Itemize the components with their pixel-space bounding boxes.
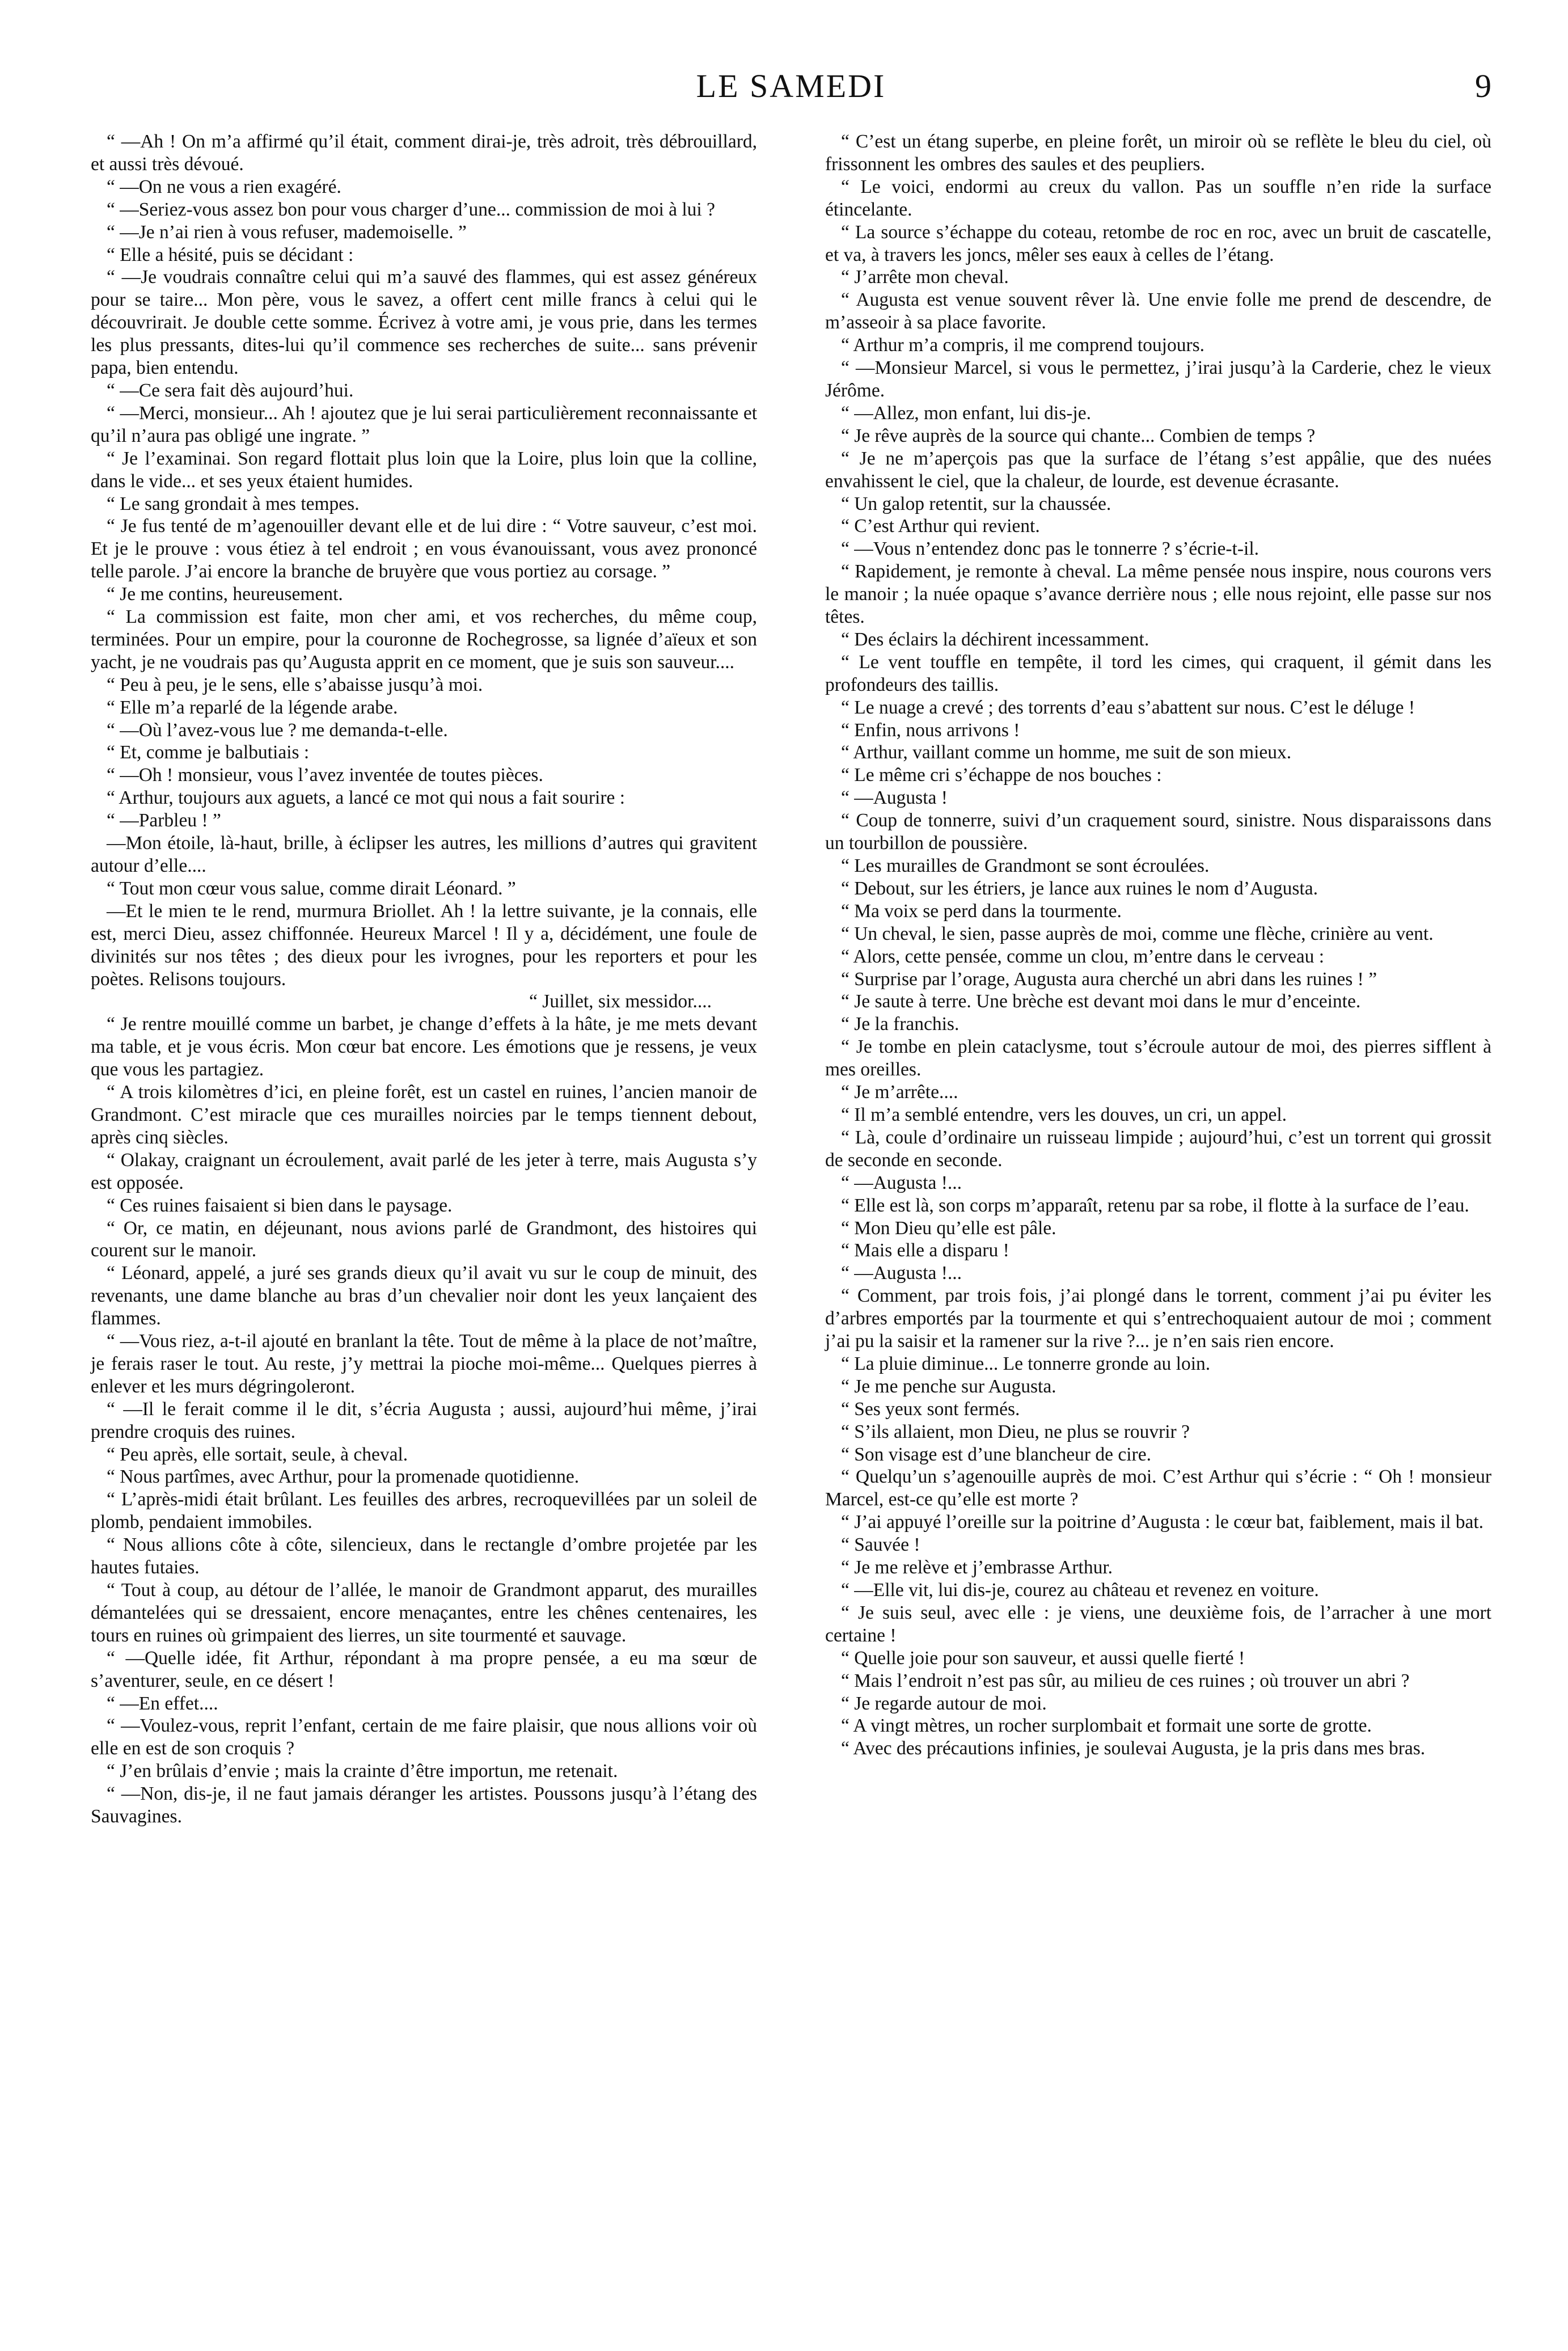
paragraph: “ Un cheval, le sien, passe auprès de moi, comme une flèche, crinière au vent. [841,923,1434,944]
paragraph: “ J’ai appuyé l’oreille sur la poitrine d’Augusta : le cœur bat, faiblement, mais il bat. [841,1512,1484,1533]
paragraph: “ Enfin, nous arrivons ! [841,719,1020,741]
paragraph: “ Debout, sur les étriers, je lance aux ruines le nom d’Augusta. [841,877,1318,899]
paragraph: “ —Elle vit, lui dis-je, courez au château et revenez en voiture. [841,1580,1319,1601]
paragraph: “ Je la franchis. [841,1014,960,1035]
paragraph: “ Des éclairs la déchirent incessamment. [841,628,1149,650]
paragraph: “ —Monsieur Marcel, si vous le permettez, j’irai jusqu’à la Carderie, chez le vieux Jérôme. [825,357,1491,401]
paragraph: “ Quelqu’un s’agenouille auprès de moi. C’est Arthur qui s’écrie : “ Oh ! monsieur Marcel, est-ce qu’elle est morte ? [825,1466,1491,1510]
paragraph: “ Arthur, toujours aux aguets, a lancé ce mot qui nous a fait sourire : [107,787,625,809]
paragraph: “ —Augusta !... [841,1172,962,1193]
paragraph: “ Olakay, craignant un écroulement, avait parlé de les jeter à terre, mais Augusta s’y est opposée. [91,1149,757,1193]
paragraph: “ Il m’a semblé entendre, vers les douves, un cri, un appel. [841,1104,1287,1125]
page-header [91,67,1491,118]
paragraph: “ —Où l’avez-vous lue ? me demanda-t-elle. [107,719,448,741]
paragraph: “ A vingt mètres, un rocher surplombait et formait une sorte de grotte. [841,1715,1372,1737]
paragraph: “ Mon Dieu qu’elle est pâle. [841,1217,1056,1239]
paragraph: “ Le sang grondait à mes tempes. [107,493,360,514]
paragraph: “ Coup de tonnerre, suivi d’un craquement sourd, sinistre. Nous disparaissons dans un tourbillon de poussière. [825,810,1491,854]
paragraph: “ J’arrête mon cheval. [841,267,1009,288]
paragraph: “ —En effet.... [107,1692,218,1714]
paragraph: “ —Ah ! On m’a affirmé qu’il était, comment dirai-je, très adroit, très débrouillard, et aussi très dévoué. [91,131,757,175]
paragraph: “ Les murailles de Grandmont se sont écroulées. [841,855,1210,876]
paragraph: “ Et, comme je balbutiais : [107,742,310,763]
paragraph: “ Elle m’a reparlé de la légende arabe. [107,697,398,718]
paragraph: “ Peu à peu, je le sens, elle s’abaisse jusqu’à moi. [107,674,483,695]
paragraph: “ Tout mon cœur vous salue, comme dirait Léonard. ” [107,877,516,899]
paragraph: “ Quelle joie pour son sauveur, et aussi quelle fierté ! [841,1647,1245,1669]
paragraph: “ Je tombe en plein cataclysme, tout s’écroule autour de moi, des pierres sifflent à mes oreilles. [825,1036,1491,1080]
paragraph: “ Nous allions côte à côte, silencieux, dans le rectangle d’ombre projetée par les hautes futaies. [91,1534,757,1578]
paragraph: “ L’après-midi était brûlant. Les feuilles des arbres, recroquevillées par un soleil de plomb, pendaient immobiles. [91,1489,757,1533]
paragraph: “ Elle a hésité, puis se décidant : [107,244,354,265]
paragraph: “ Sauvée ! [841,1534,920,1556]
paragraph: “ Je saute à terre. Une brèche est devant moi dans le mur d’enceinte. [841,991,1361,1012]
paragraph: “ Ma voix se perd dans la tourmente. [841,900,1122,922]
paragraph: “ —Vous n’entendez donc pas le tonnerre ? s’écrie-t-il. [841,538,1260,560]
paragraph: “ Tout à coup, au détour de l’allée, le manoir de Grandmont apparut, des murailles démantelées qui se dressaient, encore menaçantes, entre les chênes centenaires, les tours en ruines où grimpaient des lierres, un site tourmenté et sauvage. [91,1580,757,1646]
paragraph: “ A trois kilomètres d’ici, en pleine forêt, est un castel en ruines, l’ancien manoir de Grandmont. C’est miracle que ces murailles noircies par le temps tiennent debout, après cinq siècles. [91,1082,757,1148]
left-column [91,130,757,1828]
paragraph: “ Le voici, endormi au creux du vallon. Pas un souffle n’en ride la surface étincelante. [825,176,1491,220]
paragraph: “ Surprise par l’orage, Augusta aura cherché un abri dans les ruines ! ” [841,968,1377,990]
paragraph: “ Je me relève et j’embrasse Arthur. [841,1557,1113,1578]
paragraph: “ J’en brûlais d’envie ; mais la crainte d’être importun, me retenait. [107,1761,618,1782]
paragraph: “ Alors, cette pensée, comme un clou, m’entre dans le cerveau : [841,946,1325,967]
paragraph: “ La pluie diminue... Le tonnerre gronde au loin. [841,1353,1211,1374]
paragraph: “ Peu après, elle sortait, seule, à cheval. [107,1443,408,1465]
paragraph: “ S’ils allaient, mon Dieu, ne plus se rouvrir ? [841,1421,1190,1442]
paragraph: “ Le nuage a crevé ; des torrents d’eau s’abattent sur nous. C’est le déluge ! [841,697,1415,718]
paragraph: “ Juillet, six messidor.... [529,991,712,1012]
paragraph: “ Nous partîmes, avec Arthur, pour la promenade quotidienne. [107,1466,580,1488]
paragraph: —Mon étoile, là-haut, brille, à éclipser les autres, les millions d’autres qui gravitent autour d’elle.... [91,833,757,876]
paragraph: “ Ces ruines faisaient si bien dans le paysage. [107,1195,453,1216]
paragraph: “ —Non, dis-je, il ne faut jamais déranger les artistes. Poussons jusqu’à l’étang des Sauvagines. [91,1783,757,1827]
paragraph: “ —Augusta ! [841,787,948,809]
paragraph: “ —Oh ! monsieur, vous l’avez inventée de toutes pièces. [107,765,543,786]
paragraph: “ C’est un étang superbe, en pleine forêt, un miroir où se reflète le bleu du ciel, où frissonnent les ombres des saules et des peupliers. [825,131,1491,175]
paragraph: “ Je rentre mouillé comme un barbet, je change d’effets à la hâte, je me mets devant ma table, et je vous écris. Mon cœur bat encore. Les émotions que je ressens, je veux que vous les partagiez. [91,1014,757,1080]
paragraph: “ Comment, par trois fois, j’ai plongé dans le torrent, comment j’ai pu éviter les d’arbres emportés par la tourmente et qui s’entrechoquaient autour de moi ; comment j’ai pu la saisir et la ramener sur la rive ?... je n’en sais rien encore. [825,1285,1491,1352]
page-number: 9 [1475,67,1491,104]
paragraph: “ Je m’arrête.... [841,1082,958,1103]
paragraph: “ Je fus tenté de m’agenouiller devant elle et de lui dire : “ Votre sauveur, c’est moi. Et je le prouve : vous étiez à tel endroit ; en vous évanouissant, vous avez prononcé telle parole. J’ai encore la branche de bruyère que vous portiez au corsage. ” [91,516,757,583]
paragraph: “ Arthur, vaillant comme un homme, me suit de son mieux. [841,742,1292,763]
paragraph: “ —Allez, mon enfant, lui dis-je. [841,402,1091,424]
paragraph: “ —Vous riez, a-t-il ajouté en branlant la tête. Tout de même à la place de not’maître, je ferais raser le tout. Au reste, j’y mettrai la pioche moi-même... Quelques pierres à enlever et les murs dégringoleront. [91,1331,757,1397]
paragraph: “ Mais l’endroit n’est pas sûr, au milieu de ces ruines ; où trouver un abri ? [841,1670,1410,1691]
paragraph: “ Avec des précautions infinies, je soulevai Augusta, je la pris dans mes bras. [841,1738,1426,1759]
paragraph: “ Je suis seul, avec elle : je viens, une deuxième fois, de l’arracher à une mort certaine ! [825,1602,1491,1646]
paragraph: “ Je me contins, heureusement. [107,584,343,605]
paragraph: “ Son visage est d’une blancheur de cire. [841,1443,1151,1465]
paragraph: “ Je rêve auprès de la source qui chante... Combien de temps ? [841,425,1316,446]
right-column [825,130,1491,1760]
paragraph: “ —Augusta !... [841,1263,962,1284]
paragraph: “ Or, ce matin, en déjeunant, nous avions parlé de Grandmont, des histoires qui courent sur le manoir. [91,1217,757,1261]
paragraph: “ —Parbleu ! ” [107,810,221,831]
paragraph: “ Le même cri s’échappe de nos bouches : [841,765,1162,786]
paragraph: “ Là, coule d’ordinaire un ruisseau limpide ; aujourd’hui, c’est un torrent qui grossit de seconde en seconde. [825,1126,1491,1171]
paragraph: “ Léonard, appelé, a juré ses grands dieux qu’il avait vu sur le coup de minuit, des revenants, une dame blanche au bras d’un chevalier noir dont les yeux lançaient des flammes. [91,1263,757,1329]
paragraph: “ Elle est là, son corps m’apparaît, retenu par sa robe, il flotte à la surface de l’eau. [841,1195,1469,1216]
paragraph: “ —Quelle idée, fit Arthur, répondant à ma propre pensée, a eu ma sœur de s’aventurer, seule, en ce désert ! [91,1647,757,1691]
paragraph: “ Je l’examinai. Son regard flottait plus loin que la Loire, plus loin que la colline, dans le vide... et ses yeux étaient humides. [91,448,757,492]
paragraph: “ Un galop retentit, sur la chaussée. [841,493,1111,514]
paragraph: “ —Seriez-vous assez bon pour vous charger d’une... commission de moi à lui ? [107,199,715,220]
paragraph: “ Je regarde autour de moi. [841,1692,1047,1714]
paragraph: “ Je me penche sur Augusta. [841,1375,1056,1397]
paragraph: “ Le vent touffle en tempête, il tord les cimes, qui craquent, il gémit dans les profondeurs des taillis. [825,651,1491,695]
running-title: LE SAMEDI [696,67,886,104]
paragraph: “ —Ce sera fait dès aujourd’hui. [107,379,354,401]
paragraph: “ Ses yeux sont fermés. [841,1398,1020,1420]
paragraph: “ C’est Arthur qui revient. [841,516,1040,537]
paragraph: “ Rapidement, je remonte à cheval. La même pensée nous inspire, nous courons vers le manoir ; la nuée opaque s’avance derrière nous ; elle nous rejoint, elle passe sur nos têtes. [825,561,1491,628]
paragraph: “ —On ne vous a rien exagéré. [107,176,341,197]
paragraph: “ La source s’échappe du coteau, retombe de roc en roc, avec un bruit de cascatelle, et va, à travers les joncs, mêler ses eaux à celles de l’étang. [825,221,1491,265]
paragraph: “ Je ne m’aperçois pas que la surface de l’étang s’est appâlie, que des nuées envahissent le ciel, que la chaleur, de lourde, est devenue écrasante. [825,448,1491,492]
paragraph: “ Mais elle a disparu ! [841,1240,1009,1261]
paragraph: —Et le mien te le rend, murmura Briollet. Ah ! la lettre suivante, je la connais, elle est, merci Dieu, assez chiffonnée. Heureux Marcel ! Il y a, décidément, une foule de divinités sur nos têtes ; des dieux pour les ivrognes, pour les reporters et pour les poètes. Relisons toujours. [91,900,757,990]
paragraph: “ Augusta est venue souvent rêver là. Une envie folle me prend de descendre, de m’asseoir à sa place favorite. [825,289,1491,334]
paragraph: “ Arthur m’a compris, il me comprend toujours. [841,335,1205,356]
paragraph: “ La commission est faite, mon cher ami, et vos recherches, du même coup, terminées. Pour un empire, pour la couronne de Rochegrosse, sa lignée d’aïeux et son yacht, je ne voudrais pas qu’Augusta apprit en ce moment, que je suis son sauveur.... [91,606,757,673]
paragraph: “ —Voulez-vous, reprit l’enfant, certain de me faire plaisir, que nous allions voir où elle en est de son croquis ? [91,1715,757,1759]
paragraph: “ —Je voudrais connaître celui qui m’a sauvé des flammes, qui est assez généreux pour se taire... Mon père, vous le savez, a offert cent mille francs à celui qui le découvrirait. Je double cette somme. Écrivez à votre ami, je vous prie, dans les termes les plus pressants, dites-lui qu’il commence ses recherches de suite... sans prévenir papa, bien entendu. [91,267,757,379]
paragraph: “ —Merci, monsieur... Ah ! ajoutez que je lui serai particulièrement reconnaissante et qu’il n’aura pas obligé une ingrate. ” [91,402,757,446]
paragraph: “ —Je n’ai rien à vous refuser, mademoiselle. ” [107,221,467,243]
paragraph: “ —Il le ferait comme il le dit, s’écria Augusta ; aussi, aujourd’hui même, j’irai prendre croquis des ruines. [91,1398,757,1442]
